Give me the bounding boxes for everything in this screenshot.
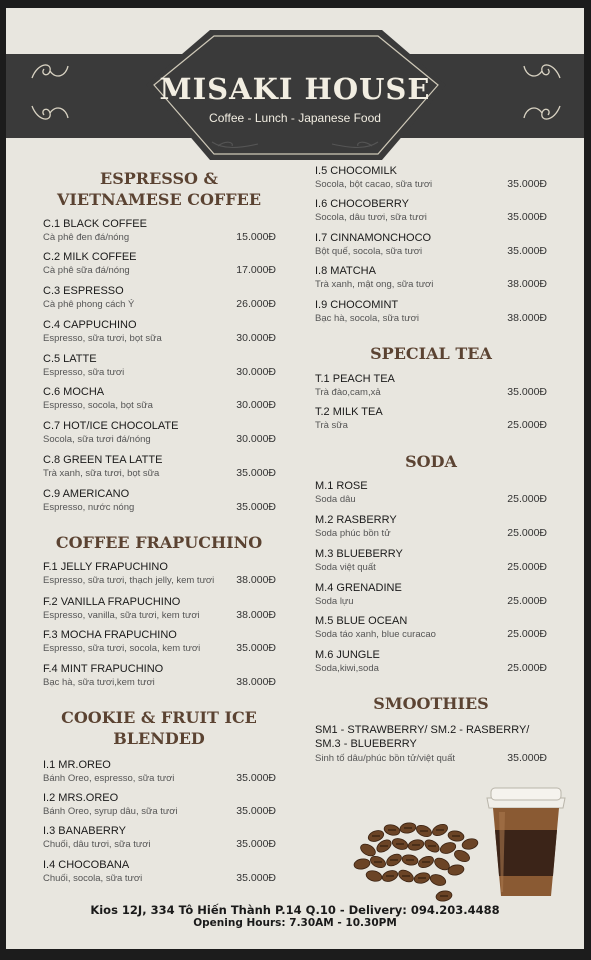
section-title-special-tea: SPECIAL TEA — [370, 344, 492, 363]
coffee-cup-icon — [481, 784, 571, 899]
brand-title: MISAKI HOUSE — [159, 72, 431, 106]
menu-item: C.5 LATTE Espresso, sữa tươi 30.000Đ — [43, 353, 276, 378]
menu-item: F.2 VANILLA FRAPUCHINO Espresso, vanilla, sữa tươi, kem tươi 38.000Đ — [43, 596, 276, 621]
brand-subtitle: Coffee - Lunch - Japanese Food — [209, 111, 381, 125]
menu-item: I.9 CHOCOMINT Bạc hà, socola, sữa tươi 38.000Đ — [315, 299, 547, 324]
flourish-ornament-icon — [210, 138, 260, 152]
menu-item: C.4 CAPPUCHINO Espresso, sữa tươi, bọt sữa 30.000Đ — [43, 319, 276, 344]
menu-item: C.1 BLACK COFFEE Cà phê đen đá/nóng 15.000Đ — [43, 218, 276, 243]
menu-item: F.3 MOCHA FRAPUCHINO Espresso, sữa tươi, socola, kem tươi 35.000Đ — [43, 629, 276, 654]
menu-item: I.7 CINNAMONCHOCO Bột quế, socola, sữa tươi 35.000Đ — [315, 232, 547, 257]
menu-item: T.1 PEACH TEA Trà đào,cam,xả 35.000Đ — [315, 373, 547, 398]
menu-item: M.3 BLUEBERRY Soda việt quất 25.000Đ — [315, 548, 547, 573]
menu-item: T.2 MILK TEA Trà sữa 25.000Đ — [315, 406, 547, 431]
section-title-frapuchino: COFFEE FRAPUCHINO — [55, 533, 263, 552]
menu-item: I.4 CHOCOBANA Chuối, socola, sữa tươi 35.000Đ — [43, 859, 276, 884]
menu-item: M.6 JUNGLE Soda,kiwi,soda 25.000Đ — [315, 649, 547, 674]
coffee-beans-icon — [344, 818, 494, 903]
menu-item: I.1 MR.OREO Bánh Oreo, espresso, sữa tươi 35.000Đ — [43, 759, 276, 784]
menu-item: C.8 GREEN TEA LATTE Trà xanh, sữa tươi, bọt sữa 35.000Đ — [43, 454, 276, 479]
footer-hours: Opening Hours: 7.30AM - 10.30PM — [193, 917, 397, 929]
menu-item: C.3 ESPRESSO Cà phê phong cách Ý 26.000Đ — [43, 285, 276, 310]
section-title-ice-blended: COOKIE & FRUIT ICE BLENDED — [61, 708, 257, 748]
menu-item: C.7 HOT/ICE CHOCOLATE Socola, sữa tươi đá/nóng 30.000Đ — [43, 420, 276, 445]
menu-item: F.1 JELLY FRAPUCHINO Espresso, sữa tươi, thạch jelly, kem tươi 38.000Đ — [43, 561, 276, 586]
footer-address: Kios 12J, 334 Tô Hiến Thành P.14 Q.10 - Delivery: 094.203.4488 — [90, 903, 500, 917]
menu-item: M.5 BLUE OCEAN Soda táo xanh, blue curacao 25.000Đ — [315, 615, 547, 640]
section-title-soda: SODA — [405, 452, 457, 471]
flourish-ornament-icon — [330, 138, 380, 152]
menu-item: M.1 ROSE Soda dâu 25.000Đ — [315, 480, 547, 505]
menu-item: C.9 AMERICANO Espresso, nước nóng 35.000Đ — [43, 488, 276, 513]
section-title-smoothies: SMOOTHIES — [373, 694, 489, 713]
menu-item: I.8 MATCHA Trà xanh, mật ong, sữa tươi 38.000Đ — [315, 265, 547, 290]
menu-item: F.4 MINT FRAPUCHINO Bạc hà, sữa tươi,kem tươi 38.000Đ — [43, 663, 276, 688]
menu-item: I.5 CHOCOMILK Socola, bột cacao, sữa tươi 35.000Đ — [315, 165, 547, 190]
menu-item: I.2 MRS.OREO Bánh Oreo, syrup dâu, sữa tươi 35.000Đ — [43, 792, 276, 817]
menu-item: I.6 CHOCOBERRY Socola, dâu tươi, sữa tươi 35.000Đ — [315, 198, 547, 223]
menu-page — [6, 8, 584, 949]
menu-item: SM1 - STRAWBERRY/ SM.2 - RASBERRY/ SM.3 - BLUEBERRY Sinh tố dâu/phúc bồn tử/việt quất 35.000Đ — [315, 724, 547, 764]
menu-item: C.6 MOCHA Espresso, socola, bọt sữa 30.000Đ — [43, 386, 276, 411]
menu-item: M.4 GRENADINE Soda lựu 25.000Đ — [315, 582, 547, 607]
section-title-espresso: ESPRESSO & VIETNAMESE COFFEE — [56, 169, 262, 209]
menu-item: M.2 RASBERRY Soda phúc bồn tử 25.000Đ — [315, 514, 547, 539]
menu-item: I.3 BANABERRY Chuối, dâu tươi, sữa tươi 35.000Đ — [43, 825, 276, 850]
menu-item: C.2 MILK COFFEE Cà phê sữa đá/nóng 17.000Đ — [43, 251, 276, 276]
